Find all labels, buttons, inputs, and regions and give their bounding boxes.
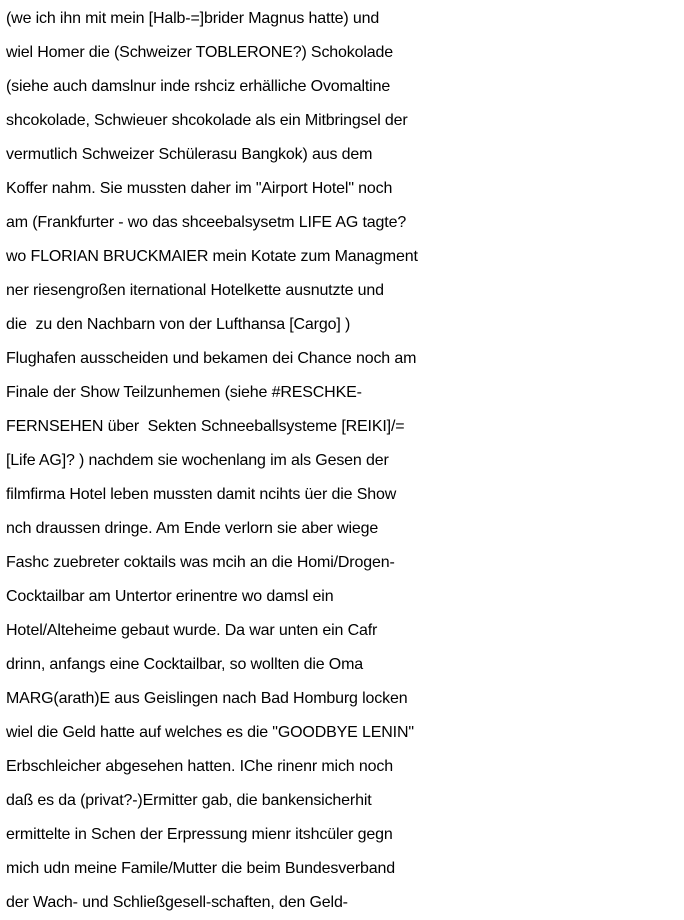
text-line-17: Fashc zuebreter coktails was mcih an die Homi/Drogen- [6,554,395,571]
text-line-22: wiel die Geld hatte auf welches es die "GOODBYE LENIN" [6,724,414,741]
text-line-23: Erbschleicher abgesehen hatten. IChe rinenr mich noch [6,758,393,775]
text-line-1: (we ich ihn mit mein [Halb-=]brider Magnus hatte) und [6,10,380,27]
text-line-20: drinn, anfangs eine Cocktailbar, so wollten die Oma [6,656,363,673]
text-line-2: wiel Homer die (Schweizer TOBLERONE?) Schokolade [6,44,394,61]
text-line-21: MARG(arath)E aus Geislingen nach Bad Homburg locken [6,690,408,707]
text-line-19: Hotel/Alteheime gebaut wurde. Da war unten ein Cafr [6,622,378,639]
text-line-8: wo FLORIAN BRUCKMAIER mein Kotate zum Managment [6,248,418,265]
text-line-24: daß es da (privat?-)Ermitter gab, die bankensicherhit [6,792,372,809]
text-line-11: Flughafen ausscheiden und bekamen dei Chance noch am [6,350,417,367]
text-line-5: vermutlich Schweizer Schülerasu Bangkok) aus dem [6,146,373,163]
text-line-10: die zu den Nachbarn von der Lufthansa [Cargo] ) [6,316,351,333]
text-line-12: Finale der Show Teilzunhemen (siehe #RESCHKE- [6,384,362,401]
text-line-15: filmfirma Hotel leben mussten damit ncihts üer die Show [6,486,397,503]
text-line-13: FERNSEHEN über Sekten Schneeballsysteme [REIKI]/= [6,418,405,435]
document-text-block [6,2,684,920]
text-line-25: ermittelte in Schen der Erpressung mienr itshcüler gegn [6,826,393,843]
text-line-27: der Wach- und Schließgesell-schaften, den Geld- [6,894,348,911]
text-line-26: mich udn meine Famile/Mutter die beim Bundesverband [6,860,395,877]
text-line-9: ner riesengroßen iternational Hotelkette ausnutzte und [6,282,384,299]
text-line-6: Koffer nahm. Sie mussten daher im "Airport Hotel" noch [6,180,393,197]
text-line-16: nch draussen dringe. Am Ende verlorn sie aber wiege [6,520,379,537]
text-line-7: am (Frankfurter - wo das shceebalsysetm LIFE AG tagte? [6,214,407,231]
text-line-18: Cocktailbar am Untertor erinentre wo damsl ein [6,588,334,605]
text-line-4: shcokolade, Schwieuer shcokolade als ein Mitbringsel der [6,112,408,129]
text-line-14: [Life AG]? ) nachdem sie wochenlang im als Gesen der [6,452,389,469]
text-line-3: (siehe auch damslnur inde rshciz erhälliche Ovomaltine [6,78,391,95]
